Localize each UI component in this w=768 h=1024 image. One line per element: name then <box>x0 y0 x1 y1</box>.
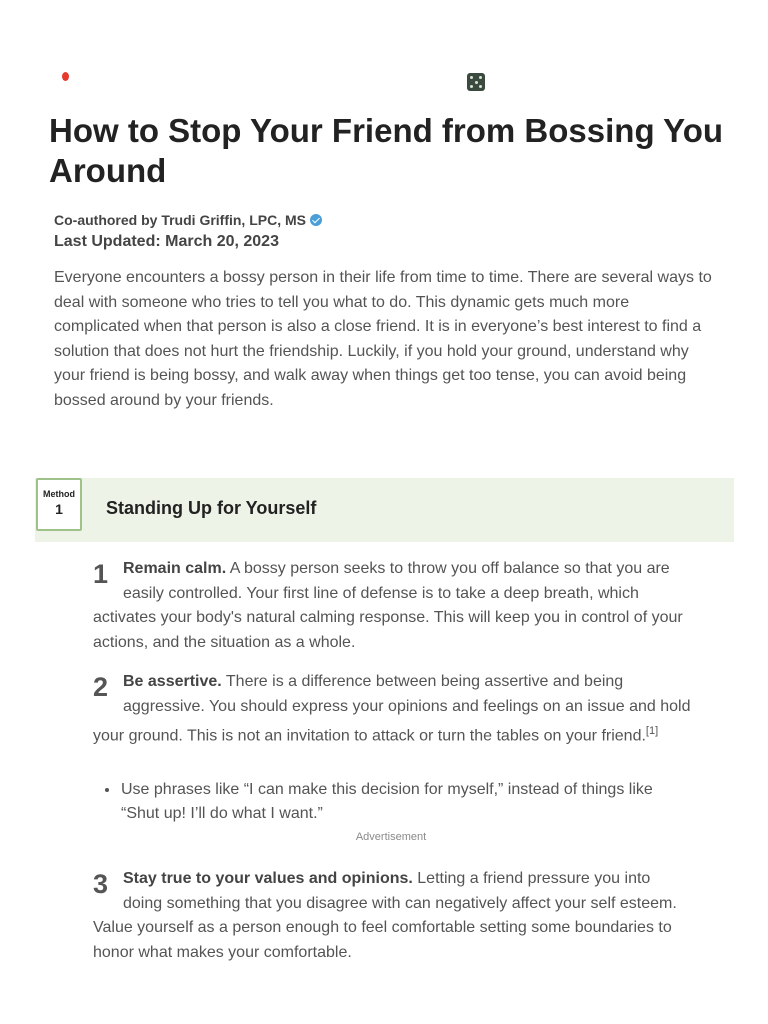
method-badge <box>36 478 82 531</box>
step-1 <box>93 557 693 655</box>
step-number: 3 <box>93 869 109 899</box>
intro-paragraph: Everyone encounters a bossy person in their life from time to time. There are several ways to deal with someone who tries to tell you what to do. This dynamic gets much more complicated when that person is also a close friend. It is in everyone’s best interest to find a solution that does not hurt the friendship. Luckily, if you hold your ground, understand why your friend is being bossy, and walk away when things get too tense, you can avoid being bossed around by your friends. <box>54 269 712 409</box>
step-lead: Remain calm. <box>123 560 227 577</box>
dice-icon[interactable] <box>467 73 485 91</box>
coauthor-byline[interactable] <box>54 210 322 230</box>
verified-icon <box>310 214 322 226</box>
step-text: Letting a friend pressure you into doing something that you disagree with can negatively affect your self esteem. Value yourself as a person enough to feel comfortable setting some boundaries to honor what makes your comfortable. <box>93 870 677 961</box>
step-lead: Be assertive. <box>123 673 222 690</box>
step-lead: Stay true to your values and opinions. <box>123 870 413 887</box>
method-title: Standing Up for Yourself <box>106 498 317 518</box>
step-2 <box>93 670 693 749</box>
step-number: 1 <box>93 559 109 589</box>
advertisement-label: Advertisement <box>355 831 427 843</box>
red-dot-icon <box>62 72 69 81</box>
step-2-bullet: Use phrases like “I can make this decision for myself,” instead of things like “Shut up! I’ll do what I want.” <box>121 778 681 826</box>
step-text: There is a difference between being assertive and being aggressive. You should express your opinions and feelings on an issue and hold your ground. This is not an invitation to attack or turn the tables on your friend. <box>93 673 691 745</box>
article-title: How to Stop Your Friend from Bossing You Around <box>49 112 724 189</box>
reference-link[interactable]: [1] <box>645 725 659 737</box>
method-label: Method <box>43 489 75 499</box>
last-updated: Last Updated: March 20, 2023 <box>54 233 279 250</box>
step-number: 2 <box>93 672 109 702</box>
coauthor-text: Co-authored by Trudi Griffin, LPC, MS <box>54 212 306 228</box>
step-3 <box>93 867 693 965</box>
method-number: 1 <box>55 501 63 517</box>
step-text: A bossy person seeks to throw you off balance so that you are easily controlled. Your first line of defense is to take a deep breath, which activates your body's natural calming response. This will keep you in control of your actions, and the situation as a whole. <box>93 560 683 651</box>
